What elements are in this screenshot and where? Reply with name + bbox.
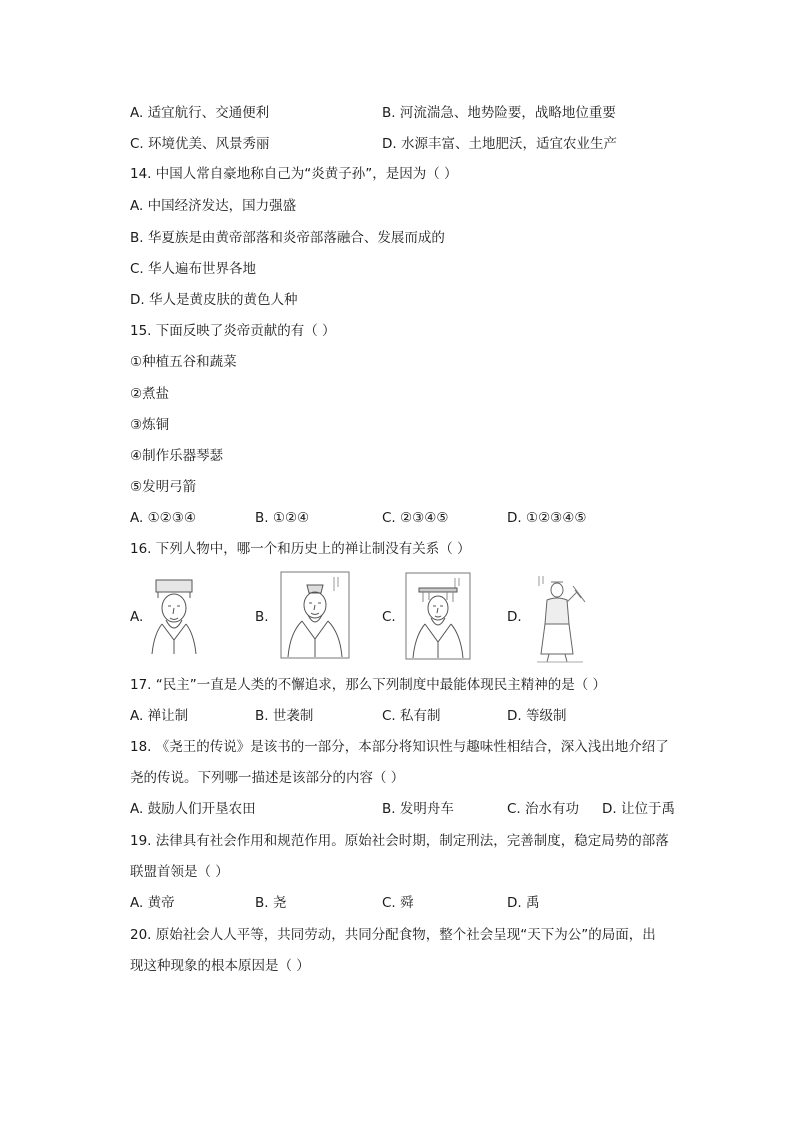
q16-portrait-b (280, 571, 350, 659)
q15-option-c: C. ②③④⑤ (382, 510, 449, 526)
q16-option-c: C. (382, 609, 396, 625)
q19-option-a: A. 黄帝 (130, 895, 175, 911)
q15-option-d: D. ①②③④⑤ (507, 510, 587, 526)
q16-option-d: D. (507, 609, 522, 625)
q15-option-b: B. ①②④ (255, 510, 310, 526)
q14-option-a: A. 中国经济发达，国力强盛 (130, 198, 297, 214)
q14-option-b: B. 华夏族是由黄帝部落和炎帝部落融合、发展而成的 (130, 230, 445, 246)
q17-option-c: C. 私有制 (382, 708, 441, 724)
q18-stem-line2: 尧的传说。下列哪一描述是该部分的内容（ ） (130, 770, 405, 786)
q16-option-a: A. (130, 609, 144, 625)
q13-option-a: A. 适宜航行、交通便利 (130, 105, 270, 121)
q15-stem: 15. 下面反映了炎帝贡献的有（ ） (130, 323, 336, 339)
q14-option-c: C. 华人遍布世界各地 (130, 261, 257, 277)
q15-item-5: ⑤发明弓箭 (130, 479, 197, 495)
q19-option-d: D. 禹 (507, 895, 540, 911)
q15-option-a: A. ①②③④ (130, 510, 196, 526)
q18-option-b: B. 发明舟车 (382, 801, 454, 817)
q19-stem-line2: 联盟首领是（ ） (130, 864, 229, 880)
q15-item-1: ①种植五谷和蔬菜 (130, 354, 237, 370)
q16-option-b: B. (255, 609, 269, 625)
q16-portrait-c (405, 572, 471, 660)
q15-item-2: ②煮盐 (130, 386, 170, 402)
q13-option-c: C. 环境优美、风景秀丽 (130, 136, 270, 152)
q18-option-c: C. 治水有功 (507, 801, 580, 817)
q15-item-4: ④制作乐器琴瑟 (130, 448, 224, 464)
q20-stem-line1: 20. 原始社会人人平等，共同劳动，共同分配食物，整个社会呈现“天下为公”的局面，出 (130, 927, 656, 943)
q19-option-c: C. 舜 (382, 895, 414, 911)
q16-stem: 16. 下列人物中，哪一个和历史上的禅让制没有关系（ ） (130, 541, 471, 557)
q20-stem-line2: 现这种现象的根本原因是（ ） (130, 958, 310, 974)
q17-option-d: D. 等级制 (507, 708, 567, 724)
q13-option-d: D. 水源丰富、土地肥沃，适宜农业生产 (382, 136, 617, 152)
q13-option-b: B. 河流湍急、地势险要，战略地位重要 (382, 105, 616, 121)
q16-portrait-a (148, 574, 200, 656)
q18-stem-line1: 18. 《尧王的传说》是该书的一部分，本部分将知识性与趣味性相结合，深入浅出地介绍了 (130, 739, 669, 755)
q15-item-3: ③炼铜 (130, 417, 170, 433)
q19-stem-line1: 19. 法律具有社会作用和规范作用。原始社会时期，制定刑法，完善制度，稳定局势的部落 (130, 833, 669, 849)
q17-option-b: B. 世袭制 (255, 708, 314, 724)
q17-stem: 17. “民主”一直是人类的不懈追求，那么下列制度中最能体现民主精神的是（ ） (130, 677, 607, 693)
q14-option-d: D. 华人是黄皮肤的黄色人种 (130, 292, 298, 308)
q17-option-a: A. 禅让制 (130, 708, 189, 724)
q18-option-d: D. 让位于禹 (602, 801, 675, 817)
q16-portrait-d (533, 572, 591, 664)
q14-stem: 14. 中国人常自豪地称自己为“炎黄子孙”，是因为（ ） (130, 166, 458, 182)
q18-option-a: A. 鼓励人们开垦农田 (130, 801, 256, 817)
q19-option-b: B. 尧 (255, 895, 287, 911)
